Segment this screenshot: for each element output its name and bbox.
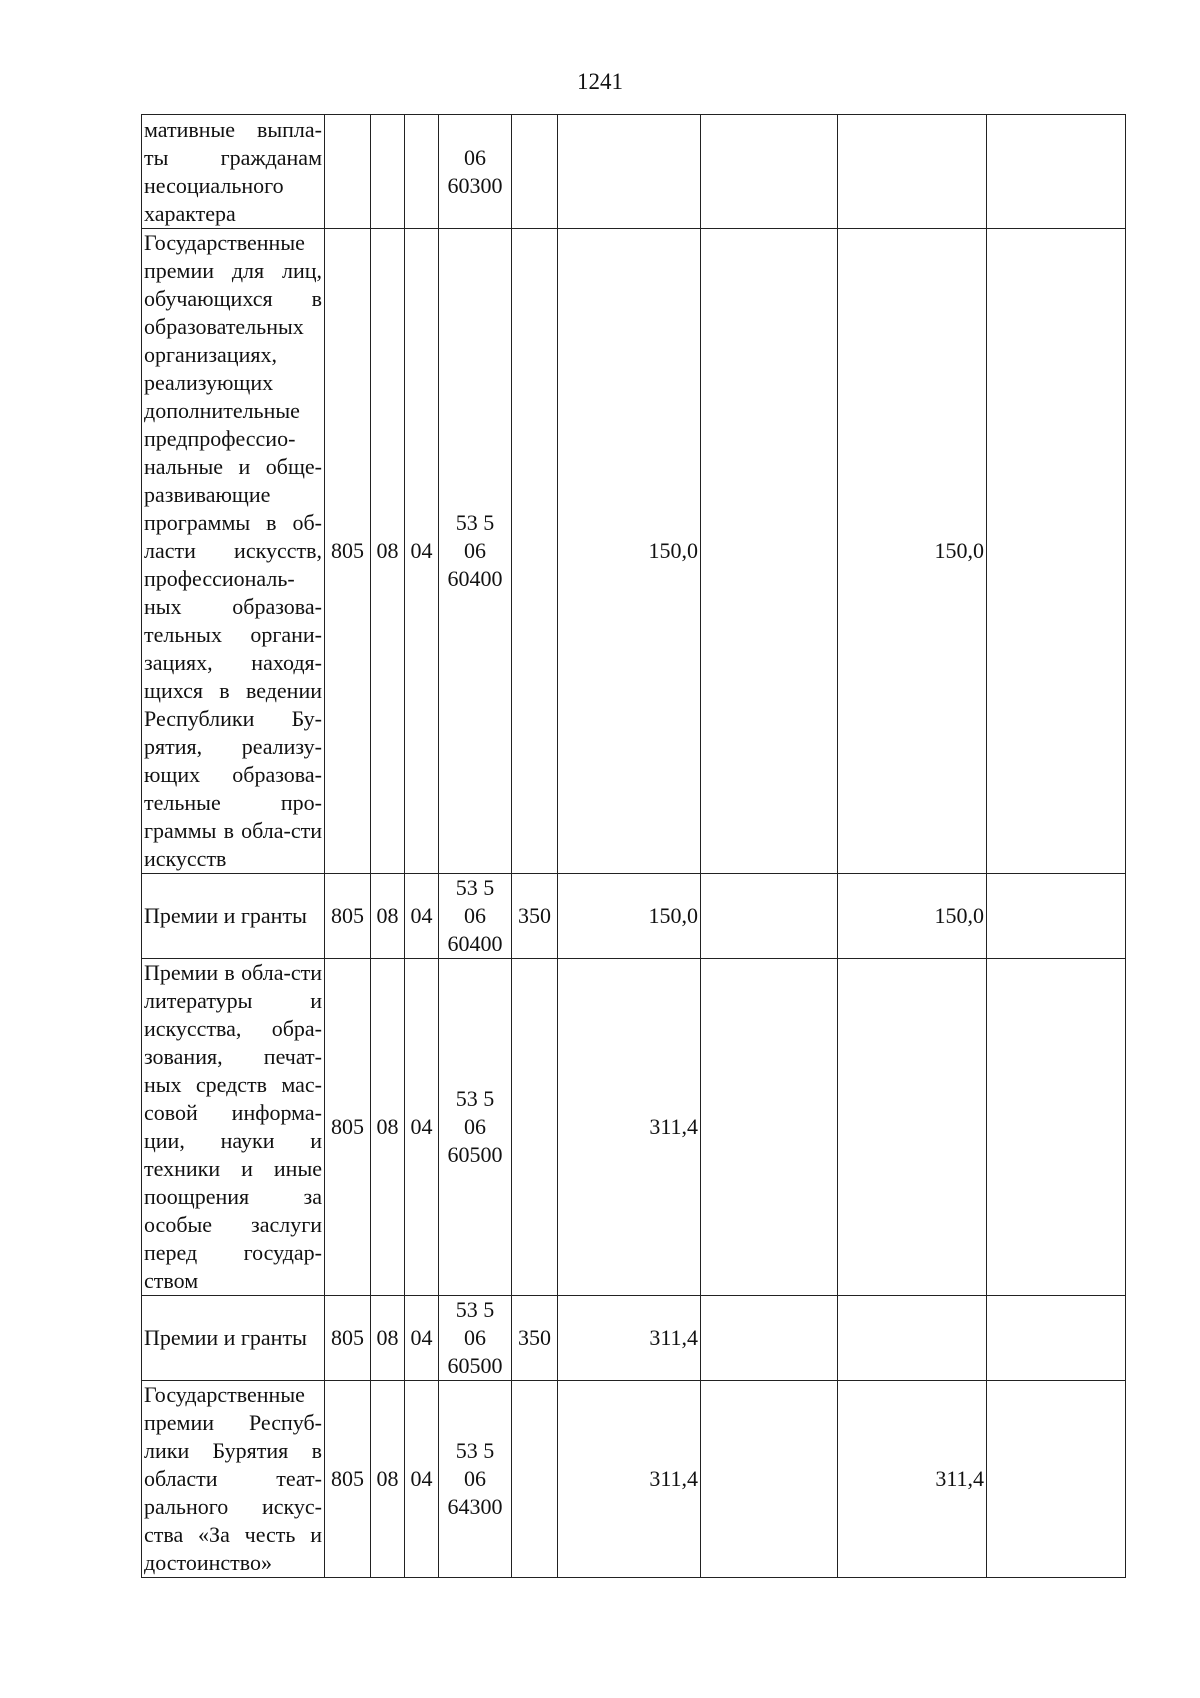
- kcsr-line: 60400: [447, 931, 503, 956]
- vr-cell: [512, 229, 558, 874]
- rz-cell: [371, 115, 405, 229]
- rz-cell: 08: [371, 959, 405, 1296]
- kcsr-line: 60300: [447, 172, 503, 198]
- sum2-cell: [701, 1296, 838, 1381]
- sum3-cell: [838, 959, 987, 1296]
- kcsr-line: 53 5: [455, 1297, 495, 1322]
- row-name: Премии и гранты: [142, 874, 325, 959]
- kcsr-cell: [439, 1381, 512, 1578]
- pr-cell: 04: [405, 1296, 439, 1381]
- table-row: [142, 1296, 1126, 1381]
- kcsr-line: 06: [464, 144, 486, 170]
- vr-cell: 350: [512, 1296, 558, 1381]
- sum1-cell: [558, 115, 701, 229]
- vr-cell: [512, 1381, 558, 1578]
- kcsr-line: 06: [464, 903, 486, 928]
- sum4-cell: [987, 1296, 1126, 1381]
- sum1-cell: 150,0: [558, 874, 701, 959]
- ved-cell: 805: [325, 959, 371, 1296]
- table-row: [142, 874, 1126, 959]
- sum4-cell: [987, 1381, 1126, 1578]
- sum3-cell: 150,0: [838, 229, 987, 874]
- ved-cell: 805: [325, 1296, 371, 1381]
- sum4-cell: [987, 115, 1126, 229]
- kcsr-line: 60500: [447, 1353, 503, 1378]
- sum1-cell: 150,0: [558, 229, 701, 874]
- budget-table: [141, 114, 1126, 1578]
- kcsr-line: 53 5: [455, 875, 495, 900]
- sum2-cell: [701, 229, 838, 874]
- kcsr-line: 06: [464, 538, 486, 563]
- vr-cell: 350: [512, 874, 558, 959]
- sum2-cell: [701, 874, 838, 959]
- rz-cell: 08: [371, 874, 405, 959]
- kcsr-line: 53 5: [455, 510, 495, 535]
- pr-cell: 04: [405, 1381, 439, 1578]
- kcsr-line: 06: [464, 1114, 486, 1139]
- sum3-cell: [838, 115, 987, 229]
- kcsr-line: 53 5: [455, 1086, 495, 1111]
- vr-cell: [512, 115, 558, 229]
- row-name: мативные выпла-ты гражданам несоциального характера: [142, 115, 325, 229]
- kcsr-line: 60500: [447, 1142, 503, 1167]
- pr-cell: 04: [405, 874, 439, 959]
- kcsr-line: 06: [464, 1466, 486, 1491]
- sum2-cell: [701, 1381, 838, 1578]
- kcsr-cell: [439, 1296, 512, 1381]
- table-row: [142, 115, 1126, 229]
- row-name: Государственные премии Респуб-лики Бурятия в области теат-рального искус-ства «За честь и достоинство»: [142, 1381, 325, 1578]
- kcsr-cell: [439, 229, 512, 874]
- rz-cell: 08: [371, 229, 405, 874]
- ved-cell: 805: [325, 1381, 371, 1578]
- sum4-cell: [987, 874, 1126, 959]
- kcsr-cell: [439, 115, 512, 229]
- ved-cell: 805: [325, 229, 371, 874]
- pr-cell: 04: [405, 229, 439, 874]
- sum1-cell: 311,4: [558, 1296, 701, 1381]
- ved-cell: 805: [325, 874, 371, 959]
- sum3-cell: 150,0: [838, 874, 987, 959]
- sum4-cell: [987, 959, 1126, 1296]
- sum3-cell: [838, 1296, 987, 1381]
- sum3-cell: 311,4: [838, 1381, 987, 1578]
- table-row: [142, 1381, 1126, 1578]
- row-name: Премии в обла-сти литературы и искусства, обра-зования, печат-ных средств мас-совой информа-ции, науки и техники и иные поощрения за особые заслуги перед государ-ством: [142, 959, 325, 1296]
- kcsr-line: 53 5: [455, 1438, 495, 1463]
- vr-cell: [512, 959, 558, 1296]
- sum4-cell: [987, 229, 1126, 874]
- table-row: [142, 229, 1126, 874]
- rz-cell: 08: [371, 1296, 405, 1381]
- kcsr-line: 60400: [447, 566, 503, 591]
- pr-cell: 04: [405, 959, 439, 1296]
- row-name: Государственные премии для лиц, обучающихся в образовательных организациях, реализующих дополнительные предпрофессио-нальные и обще-развивающие программы в об-ласти искусств, профессиональ-ных образова-тельных органи-зациях, находя-щихся в ведении Республики Бу-рятия, реализу-ющих образова-тельные про-граммы в обла-сти искусств: [142, 229, 325, 874]
- page-number: 1241: [577, 69, 623, 94]
- rz-cell: 08: [371, 1381, 405, 1578]
- kcsr-cell: [439, 959, 512, 1296]
- sum1-cell: 311,4: [558, 959, 701, 1296]
- pr-cell: [405, 115, 439, 229]
- ved-cell: [325, 115, 371, 229]
- kcsr-line: 06: [464, 1325, 486, 1350]
- row-name: Премии и гранты: [142, 1296, 325, 1381]
- kcsr-cell: [439, 874, 512, 959]
- table-row: [142, 959, 1126, 1296]
- sum2-cell: [701, 959, 838, 1296]
- sum2-cell: [701, 115, 838, 229]
- sum1-cell: 311,4: [558, 1381, 701, 1578]
- kcsr-line: 64300: [447, 1494, 503, 1519]
